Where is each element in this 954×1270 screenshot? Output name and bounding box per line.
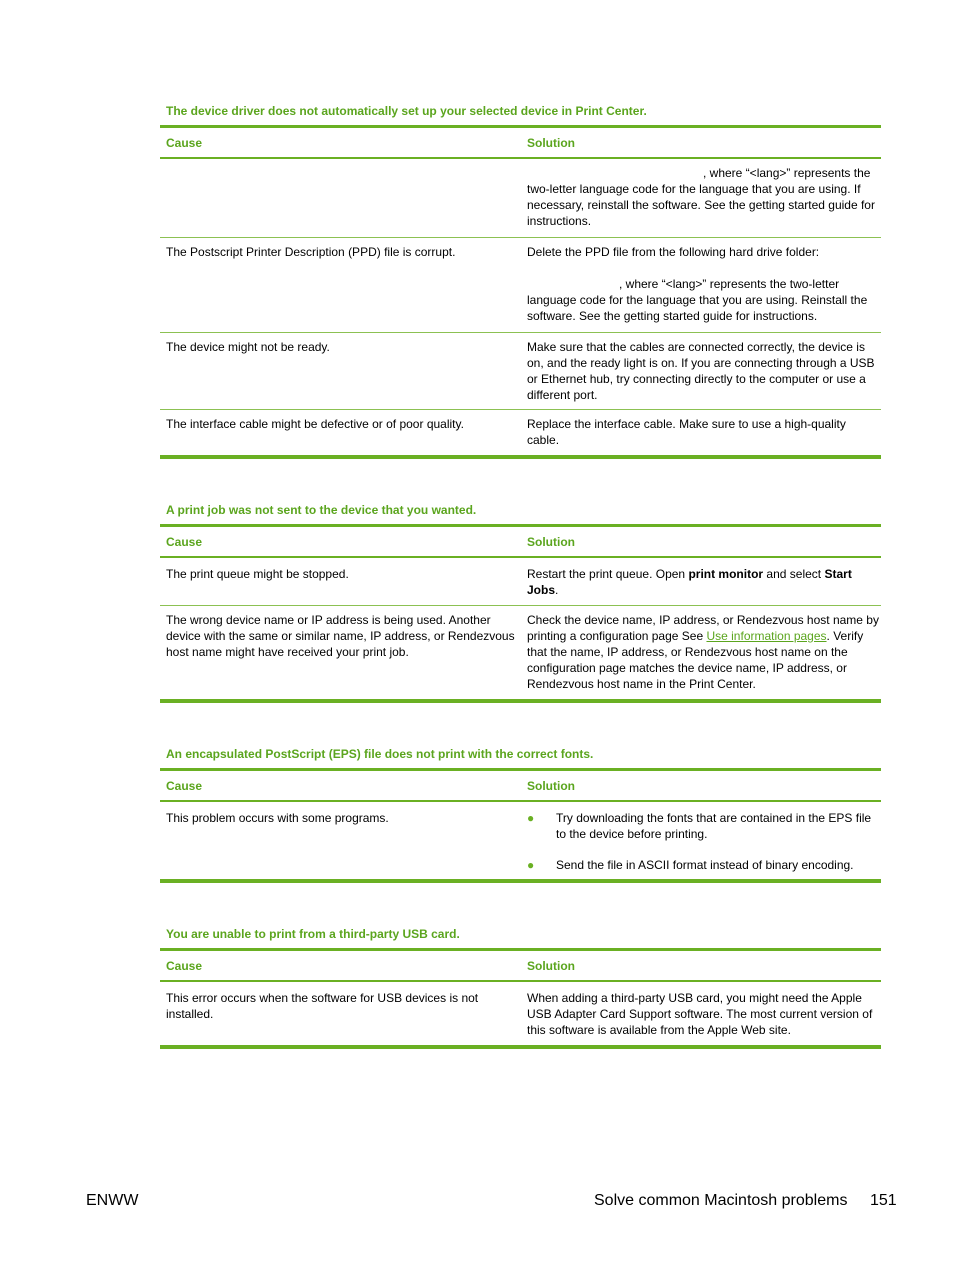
solution-header: Solution (527, 136, 575, 150)
cause-cell: The Postscript Printer Description (PPD) file is corrupt. (166, 245, 456, 259)
solution-cell-continued: , where “<lang>” represents the two-letter language code for the language that you are using. Reinstall the software. See the getting started guide for instructions. (527, 277, 868, 323)
footer-left: ENWW (86, 1192, 139, 1209)
solution-cell (527, 566, 879, 598)
section-title: An encapsulated PostScript (EPS) file does not print with the correct fonts. (166, 747, 594, 761)
solution-cell: Delete the PPD file from the following hard drive folder: (527, 245, 820, 259)
cause-cell: This problem occurs with some programs. (166, 811, 389, 825)
table-top-rule (160, 948, 881, 951)
solution-bullet-item: Try downloading the fonts that are contained in the EPS file to the device before printing. (556, 811, 872, 841)
row-divider (160, 605, 881, 606)
cause-cell: The wrong device name or IP address is being used. Another device with the same or similar name, IP address, or Rendezvous host name might have received your print job. (166, 613, 515, 659)
row-divider (160, 409, 881, 410)
header-rule (160, 556, 881, 558)
header-rule (160, 157, 881, 159)
solution-text: . Verify that the name, IP address, or Rendezvous host name on the configuration page matches the device name, IP address, or Rendezvous host name in the Print Center. (527, 629, 864, 691)
solution-text: and select (763, 567, 825, 581)
cause-cell: The device might not be ready. (166, 340, 330, 354)
cause-header: Cause (166, 959, 203, 973)
table-bottom-rule (160, 699, 881, 703)
table-top-rule (160, 125, 881, 128)
solution-cell: Make sure that the cables are connected correctly, the device is on, and the ready light is on. If you are connecting through a USB or Ethernet hub, try connecting directly to the computer or use a different port. (527, 340, 875, 402)
table-bottom-rule (160, 879, 881, 883)
page-number: 151 (870, 1192, 897, 1209)
cause-header: Cause (166, 136, 203, 150)
solution-cell: , where “<lang>” represents the two-letter language code for the language that you are using. If necessary, reinstall the software. See the getting started guide for instructions. (527, 166, 875, 228)
solution-header: Solution (527, 779, 575, 793)
section-title: A print job was not sent to the device that you wanted. (166, 503, 477, 517)
solution-cell (527, 612, 879, 692)
cause-cell: This error occurs when the software for USB devices is not installed. (166, 991, 479, 1021)
solution-header: Solution (527, 959, 575, 973)
header-rule (160, 980, 881, 982)
row-divider (160, 237, 881, 238)
cause-cell: The print queue might be stopped. (166, 567, 349, 581)
solution-cell: Replace the interface cable. Make sure to use a high-quality cable. (527, 417, 846, 447)
cause-header: Cause (166, 535, 203, 549)
start-jobs-term: Start Jobs (527, 567, 852, 597)
section-title: You are unable to print from a third-party USB card. (166, 927, 460, 941)
row-divider (160, 332, 881, 333)
footer-section-title: Solve common Macintosh problems (594, 1192, 848, 1209)
solution-text: . (555, 583, 559, 597)
print-monitor-term: print monitor (688, 567, 764, 581)
bullet-icon: ● (527, 858, 535, 872)
header-rule (160, 800, 881, 802)
solution-text: Check the device name, IP address, or Rendezvous host name by printing a configuration page See (527, 613, 879, 643)
use-information-pages-link[interactable]: Use information pages (706, 629, 827, 643)
table-top-rule (160, 768, 881, 771)
table-bottom-rule (160, 1045, 881, 1049)
solution-header: Solution (527, 535, 575, 549)
solution-cell: When adding a third-party USB card, you might need the Apple USB Adapter Card Support software. The most current version of this software is available from the Apple Web site. (527, 991, 873, 1037)
cause-header: Cause (166, 779, 203, 793)
solution-text: Restart the print queue. Open (527, 567, 689, 581)
bullet-icon: ● (527, 811, 535, 825)
cause-cell: The interface cable might be defective or of poor quality. (166, 417, 464, 431)
table-bottom-rule (160, 455, 881, 459)
solution-bullet-item: Send the file in ASCII format instead of binary encoding. (556, 858, 854, 872)
section-title: The device driver does not automatically set up your selected device in Print Center. (166, 104, 647, 118)
table-top-rule (160, 524, 881, 527)
